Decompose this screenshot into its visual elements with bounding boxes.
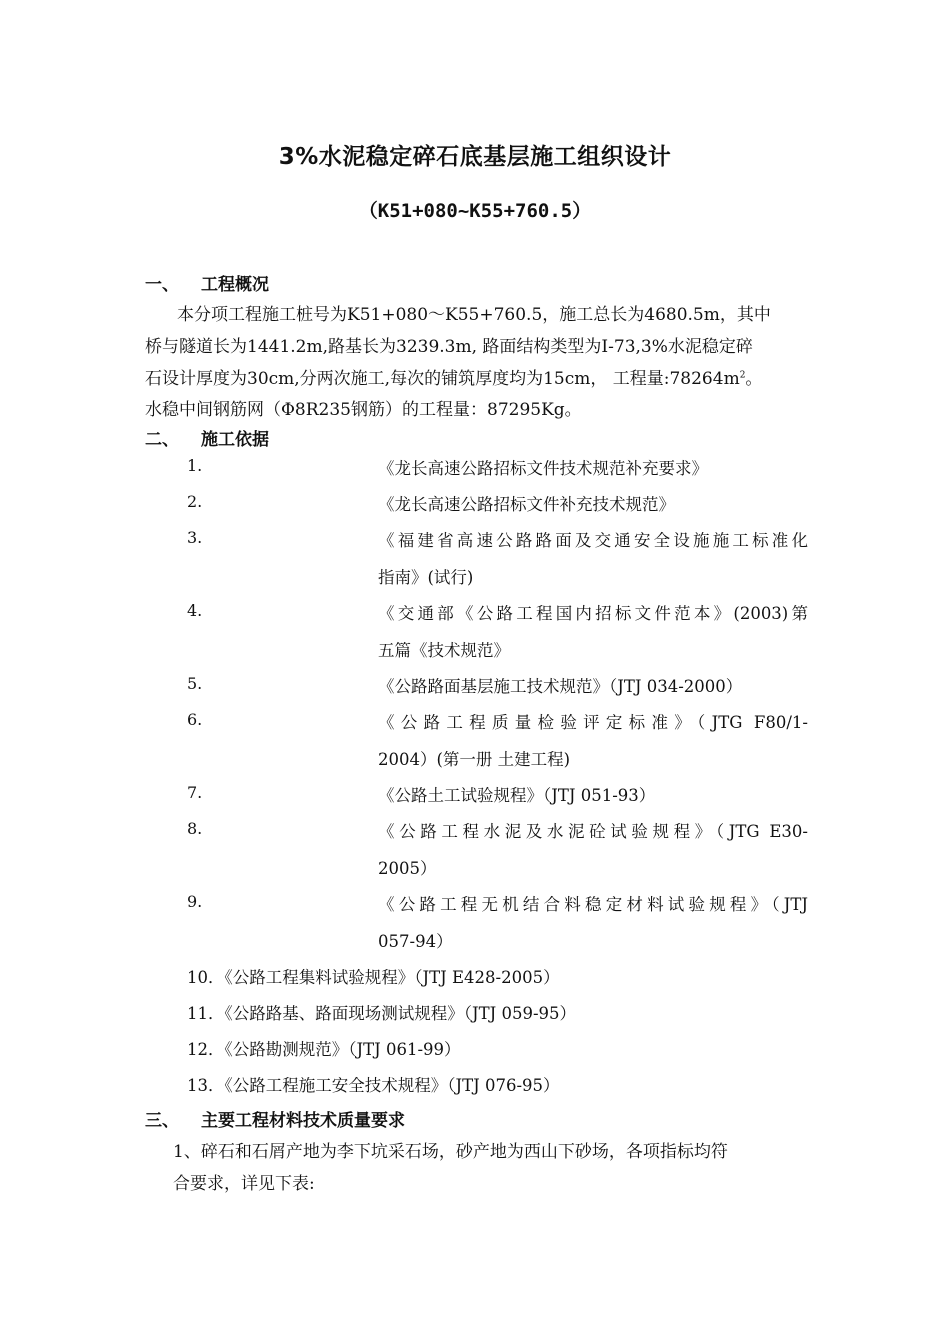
basis-item-line: 2004）(第一册 土建工程) <box>378 750 571 769</box>
document-subtitle: （K51+080~K55+760.5） <box>358 200 592 222</box>
basis-item-text <box>378 491 808 528</box>
basis-item-line: 2005） <box>378 859 437 878</box>
basis-item-text <box>378 818 808 892</box>
basis-item-line: 《公路工程水泥及水泥砼试验规程》（JTG E30- <box>378 822 808 841</box>
basis-item-line: 《公路工程质量检验评定标准》（JTG F80/1- <box>378 713 808 732</box>
basis-item-number: 5. <box>187 674 203 693</box>
section-label: 工程概况 <box>201 275 269 295</box>
section-label: 施工依据 <box>201 430 269 450</box>
basis-item-text <box>378 600 808 674</box>
document-title: 3%水泥稳定碎石底基层施工组织设计 <box>278 144 672 170</box>
basis-item-number: 2. <box>187 492 203 511</box>
overview-line: 桥与隧道长为1441.2m,路基长为3239.3m, 路面结构类型为I-73,3%水泥稳定碎 <box>145 337 753 357</box>
basis-item-number: 8. <box>187 819 203 838</box>
basis-item-line: 五篇《技术规范》 <box>378 641 510 660</box>
basis-item-line: 指南》(试行) <box>378 568 474 587</box>
basis-item-number: 6. <box>187 710 203 729</box>
superscript-unit: 2 <box>739 370 746 381</box>
basis-item-text <box>378 782 808 819</box>
materials-line: 合要求，详见下表: <box>173 1174 315 1194</box>
overview-line: 水稳中间钢筋网（Φ8R235钢筋）的工程量：87295Kg。 <box>145 400 582 420</box>
section-number: 二、 <box>145 430 179 450</box>
overview-text: 石设计厚度为30cm,分两次施工,每次的铺筑厚度均为15cm， 工程量:78264m <box>145 369 740 389</box>
section-heading-basis <box>145 425 269 450</box>
basis-item-number: 9. <box>187 892 203 911</box>
section-heading-materials <box>145 1106 405 1131</box>
basis-item-line: 《龙长高速公路招标文件技术规范补充要求》 <box>378 459 708 478</box>
section-heading-overview <box>145 270 269 295</box>
basis-item: 11．《公路路基、路面现场测试规程》（JTJ 059-95） <box>187 1004 577 1023</box>
section-number: 三、 <box>145 1111 179 1131</box>
basis-item-number: 3. <box>187 528 203 547</box>
basis-item: 13．《公路工程施工安全技术规程》（JTJ 076-95） <box>187 1076 560 1095</box>
basis-item-line: 《公路路面基层施工技术规范》（JTJ 034-2000） <box>378 677 743 696</box>
basis-item-text <box>378 455 808 492</box>
basis-item-text <box>378 527 808 601</box>
basis-item-text <box>378 673 808 710</box>
overview-line: 本分项工程施工桩号为K51+080～K55+760.5，施工总长为4680.5m，其中 <box>177 305 771 325</box>
basis-item-line: 《公路工程无机结合料稳定材料试验规程》（JTJ <box>378 895 808 914</box>
basis-item-number: 4. <box>187 601 203 620</box>
basis-item-line: 《龙长高速公路招标文件补充技术规范》 <box>378 495 675 514</box>
basis-item-text <box>378 709 808 783</box>
basis-item-number: 1. <box>187 456 203 475</box>
section-label: 主要工程材料技术质量要求 <box>201 1111 405 1131</box>
overview-line <box>145 364 762 389</box>
overview-text-end: 。 <box>745 369 763 389</box>
basis-item-text <box>378 891 808 965</box>
basis-item-number: 7. <box>187 783 203 802</box>
basis-item-line: 《福建省高速公路路面及交通安全设施施工标准化 <box>378 531 808 550</box>
materials-line: 1、碎石和石屑产地为李下坑采石场，砂产地为西山下砂场，各项指标均符 <box>173 1142 728 1162</box>
basis-item-line: 057-94） <box>378 932 453 951</box>
basis-item-line: 《公路土工试验规程》（JTJ 051-93） <box>378 786 656 805</box>
basis-item: 10．《公路工程集料试验规程》（JTJ E428-2005） <box>187 968 560 987</box>
basis-item-line: 《交通部《公路工程国内招标文件范本》(2003)第 <box>378 604 808 623</box>
section-number: 一、 <box>145 275 179 295</box>
basis-item: 12．《公路勘测规范》（JTJ 061-99） <box>187 1040 461 1059</box>
